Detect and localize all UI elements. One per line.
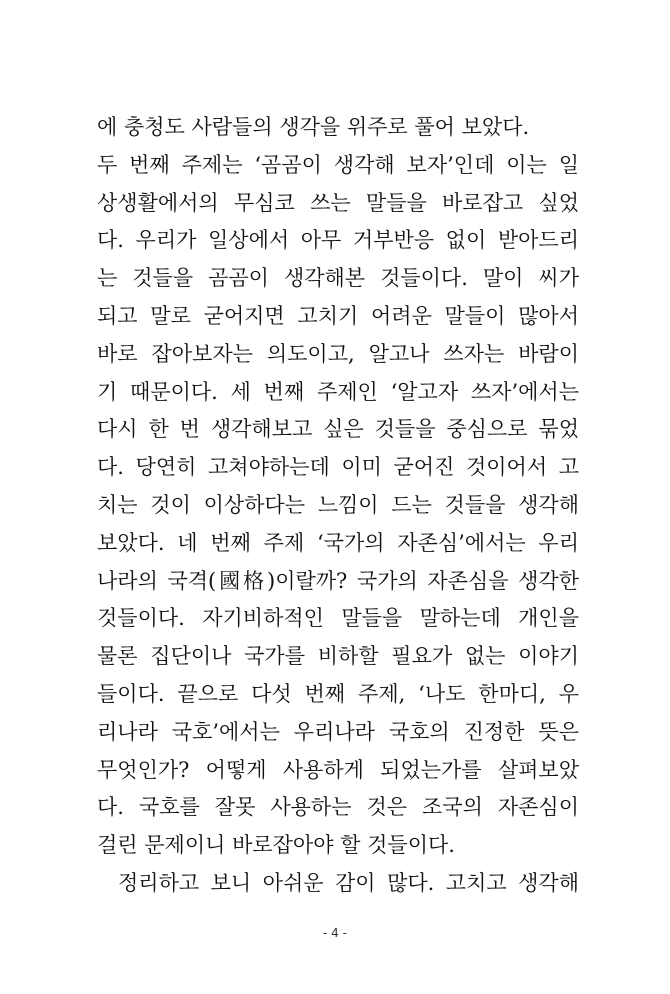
text-line: 다. 국호를 잘못 사용하는 것은 조국의 자존심이 (97, 795, 579, 820)
text-line: 정리하고 보니 아쉬운 감이 많다. 고치고 생각해 (118, 870, 579, 895)
text-line: 두 번째 주제는 ‘곰곰이 생각해 보자’인데 이는 일 (97, 152, 579, 177)
text-line: 걸린 문제이니 바로잡아야 할 것들이다. (97, 833, 455, 858)
text-line: 보았다. 네 번째 주제 ‘국가의 자존심’에서는 우리 (97, 530, 579, 555)
text-line: 다시 한 번 생각해보고 싶은 것들을 중심으로 묶었 (97, 417, 579, 442)
text-line: 나라의 국격(國格)이랄까? 국가의 자존심을 생각한 (97, 568, 579, 593)
text-line: 무엇인가? 어떻게 사용하게 되었는가를 살펴보았 (97, 757, 579, 782)
text-line: 다. 우리가 일상에서 아무 거부반응 없이 받아드리 (97, 228, 579, 253)
body-text (97, 109, 579, 903)
text-line: 기 때문이다. 세 번째 주제인 ‘알고자 쓰자’에서는 (97, 379, 579, 404)
text-line: 상생활에서의 무심코 쓰는 말들을 바로잡고 싶었 (97, 190, 579, 215)
text-line: 는 것들을 곰곰이 생각해본 것들이다. 말이 씨가 (97, 266, 579, 291)
text-line: 되고 말로 굳어지면 고치기 어려운 말들이 많아서 (97, 303, 579, 328)
text-line: 바로 잡아보자는 의도이고, 알고나 쓰자는 바람이 (97, 341, 579, 366)
text-line: 것들이다. 자기비하적인 말들을 말하는데 개인을 (97, 606, 579, 631)
text-line: 리나라 국호’에서는 우리나라 국호의 진정한 뜻은 (97, 719, 579, 744)
page-number: - 4 - (323, 926, 347, 940)
text-line: 치는 것이 이상하다는 느낌이 드는 것들을 생각해 (97, 492, 579, 517)
text-line: 물론 집단이나 국가를 비하할 필요가 없는 이야기 (97, 644, 579, 669)
text-line: 들이다. 끝으로 다섯 번째 주제, ‘나도 한마디, 우 (97, 681, 579, 706)
text-line: 에 충청도 사람들의 생각을 위주로 풀어 보았다. (97, 115, 530, 139)
text-line: 다. 당연히 고쳐야하는데 이미 굳어진 것이어서 고 (97, 455, 579, 480)
